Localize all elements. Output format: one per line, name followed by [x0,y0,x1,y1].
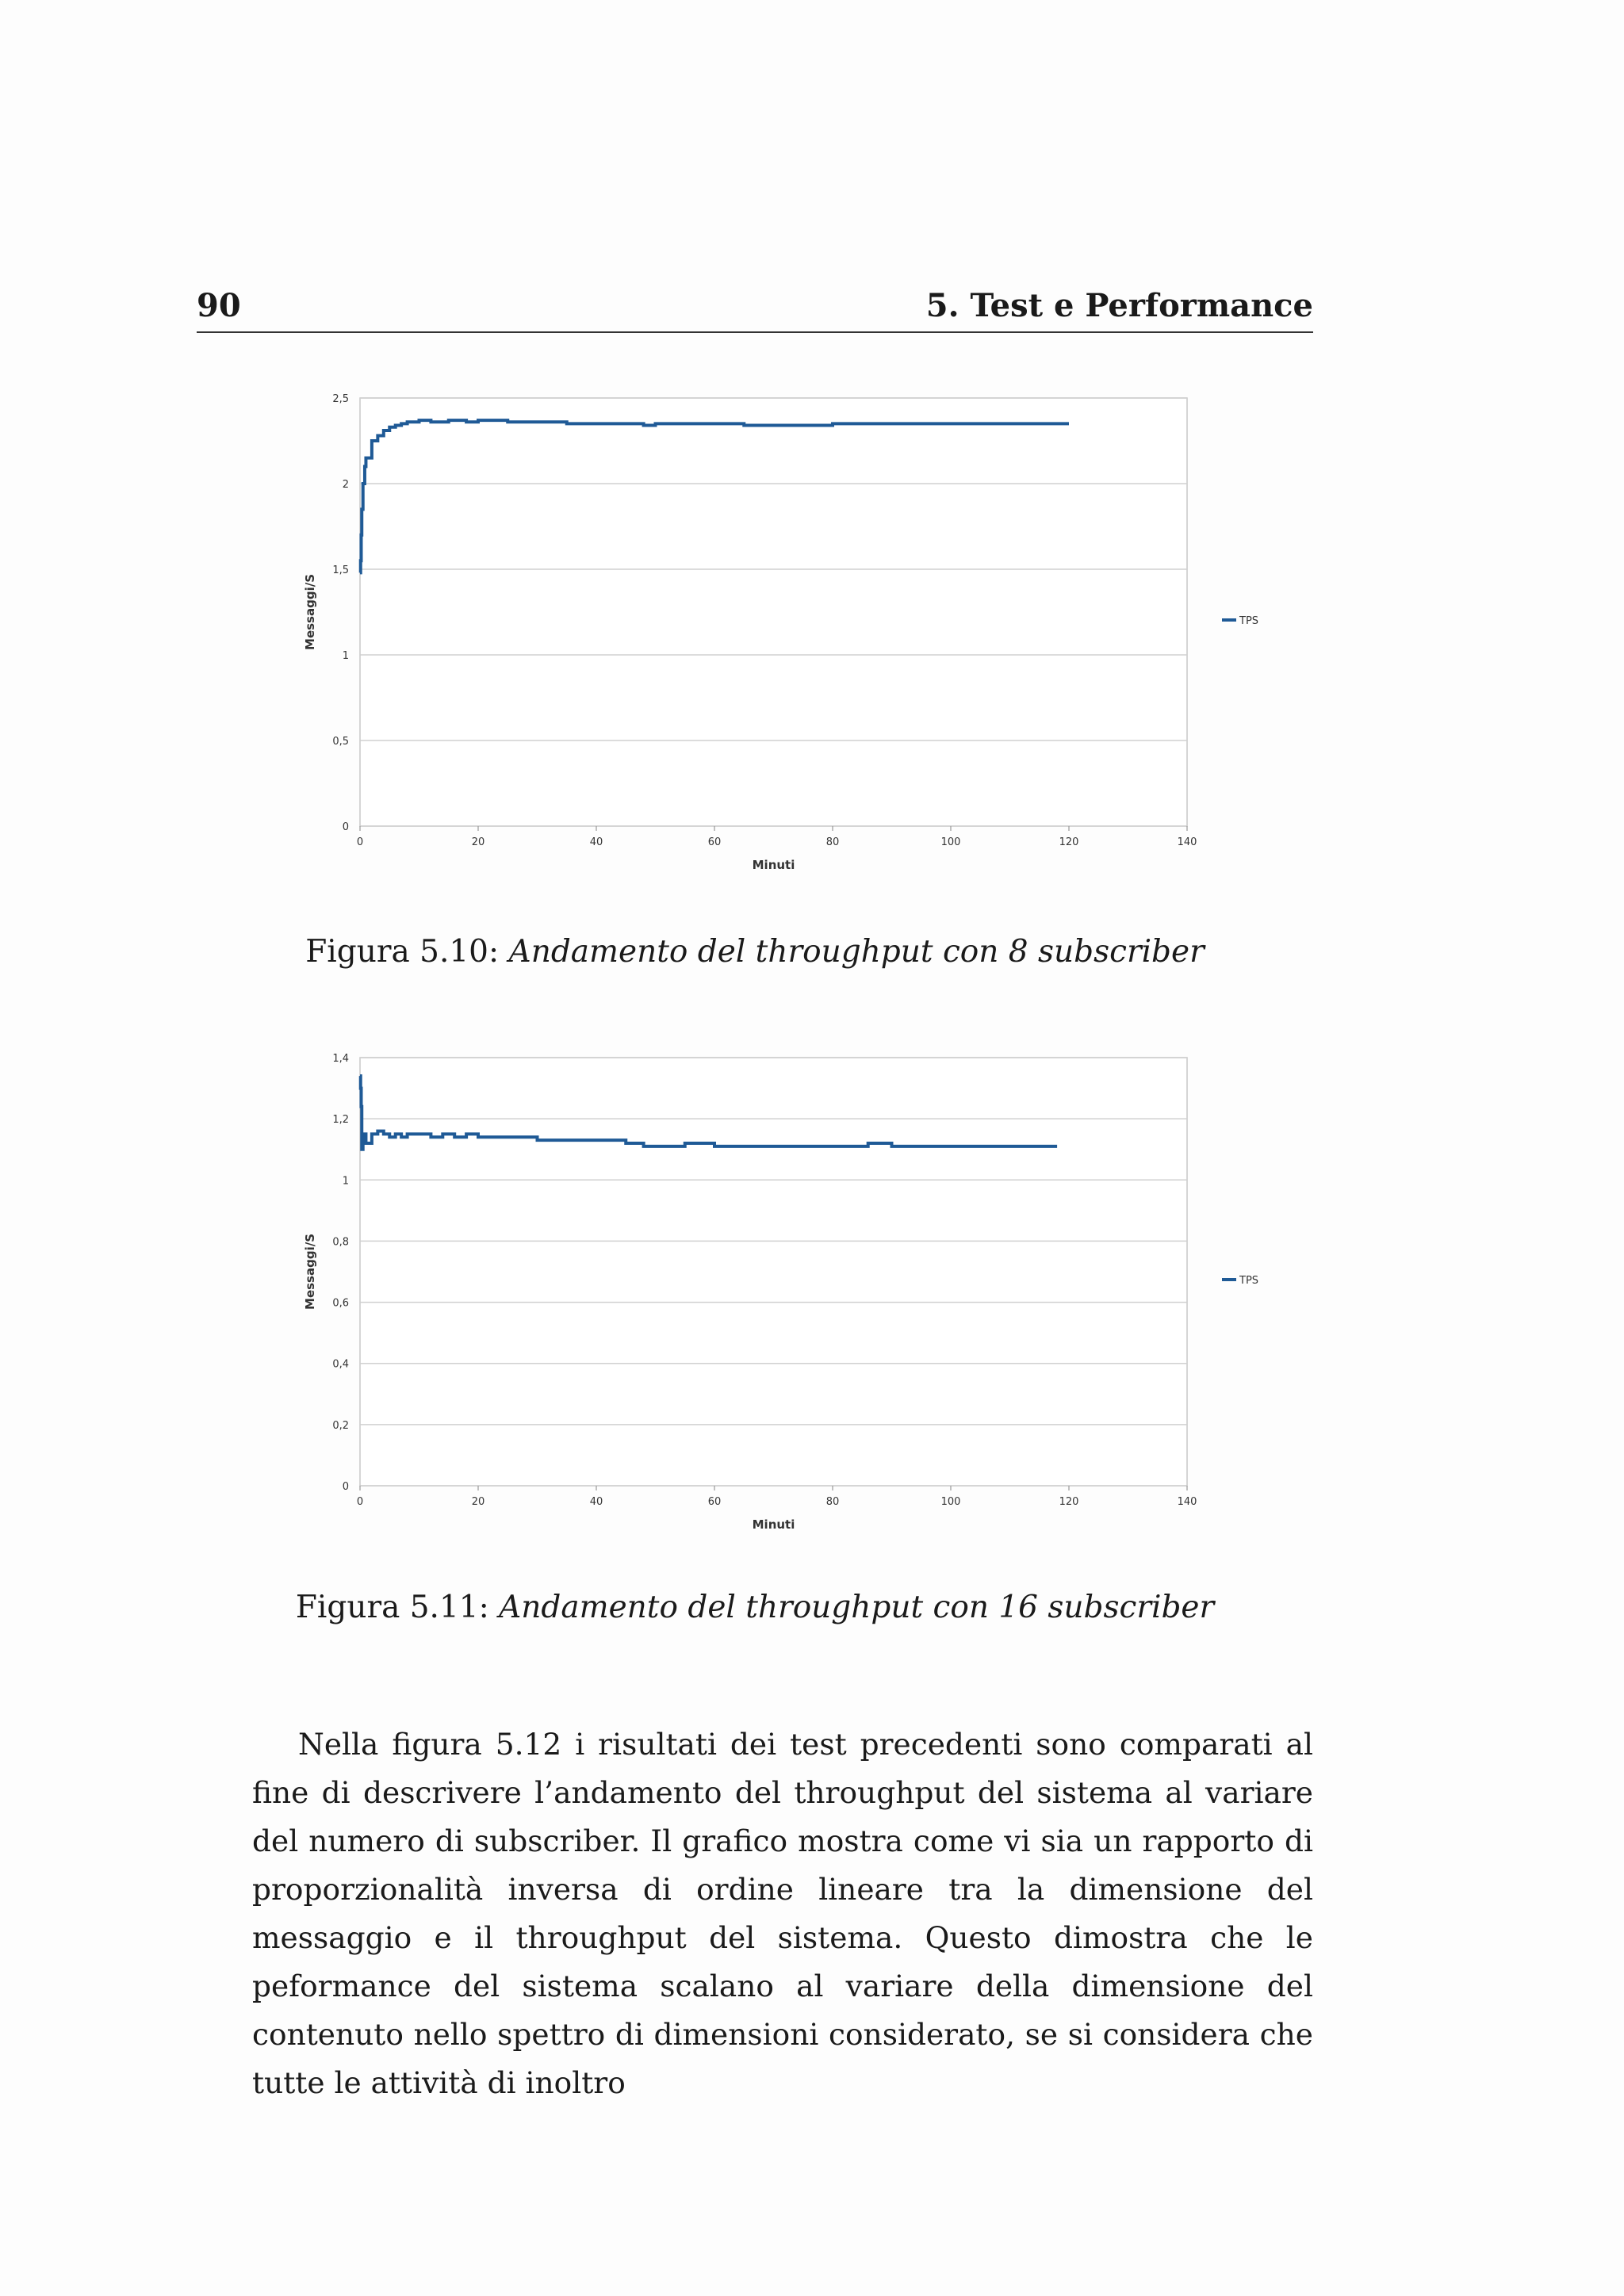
x-tick-label: 40 [589,1496,603,1508]
body-text [252,1720,1313,2107]
x-tick-label: 80 [825,1496,840,1508]
y-tick-label: 2 [342,479,349,491]
y-axis-label: Messaggi/S [303,1234,317,1310]
x-tick-label: 0 [356,836,364,848]
y-tick-label: 1 [342,1175,349,1188]
figure-5-10-caption [197,934,1313,970]
y-tick-label: 2,5 [332,393,349,405]
caption-label: Figura 5.11: [295,1590,489,1625]
x-tick-label: 20 [471,836,485,848]
x-tick-label: 60 [707,836,722,848]
caption-text: Andamento del throughput con 8 subscriber [508,934,1205,970]
y-tick-label: 0,2 [332,1419,349,1432]
x-tick-label: 0 [356,1496,364,1508]
throughput-chart-8-subscribers [270,373,1300,888]
legend-label: TPS [1239,615,1259,627]
y-tick-label: 0,5 [332,736,349,748]
caption-text: Andamento del throughput con 16 subscriber [499,1590,1215,1625]
y-tick-label: 1,2 [332,1114,349,1127]
caption-label: Figura 5.10: [305,934,500,970]
figure-5-10 [270,373,1300,888]
y-tick-label: 0,4 [332,1358,349,1371]
chapter-title: 5. Test e Performance [925,287,1313,324]
x-tick-label: 100 [940,836,961,848]
figure-5-11-caption [197,1590,1313,1625]
y-tick-label: 1,5 [332,564,349,576]
x-tick-label: 120 [1059,1496,1079,1508]
x-tick-label: 140 [1177,836,1197,848]
paragraph: Nella figura 5.12 i risultati dei test precedenti sono comparati al fine di descrivere l’andamento del throughput del sistema al variare del numero di subscriber. Il grafico mostra come vi sia un rapporto di proporzionalità inversa di ordine lineare tra la dimensione del messaggio e il throughput del sistema. Questo dimostra che le peformance del sistema scalano al variare della dimensione del contenuto nello spettro di dimensioni considerato, se si considera che tutte le attività di inoltro [252,1727,1313,2100]
figure-5-11 [270,1032,1300,1548]
y-tick-label: 0,6 [332,1297,349,1310]
y-axis-label: Messaggi/S [303,574,317,650]
x-tick-label: 80 [825,836,840,848]
plot-area [360,398,1187,826]
page-number: 90 [197,287,241,324]
x-tick-label: 100 [940,1496,961,1508]
legend-label: TPS [1239,1275,1259,1287]
x-axis-label: Minuti [752,858,795,872]
throughput-chart-16-subscribers [270,1032,1300,1548]
header-rule [197,331,1313,333]
y-tick-label: 1 [342,650,349,662]
x-tick-label: 140 [1177,1496,1197,1508]
plot-area [360,1058,1187,1486]
x-tick-label: 40 [589,836,603,848]
x-tick-label: 120 [1059,836,1079,848]
x-tick-label: 20 [471,1496,485,1508]
y-tick-label: 0 [342,821,349,833]
x-axis-label: Minuti [752,1517,795,1532]
y-tick-label: 0 [342,1481,349,1493]
running-header [197,287,1313,324]
y-tick-label: 0,8 [332,1236,349,1249]
x-tick-label: 60 [707,1496,722,1508]
y-tick-label: 1,4 [332,1053,349,1065]
